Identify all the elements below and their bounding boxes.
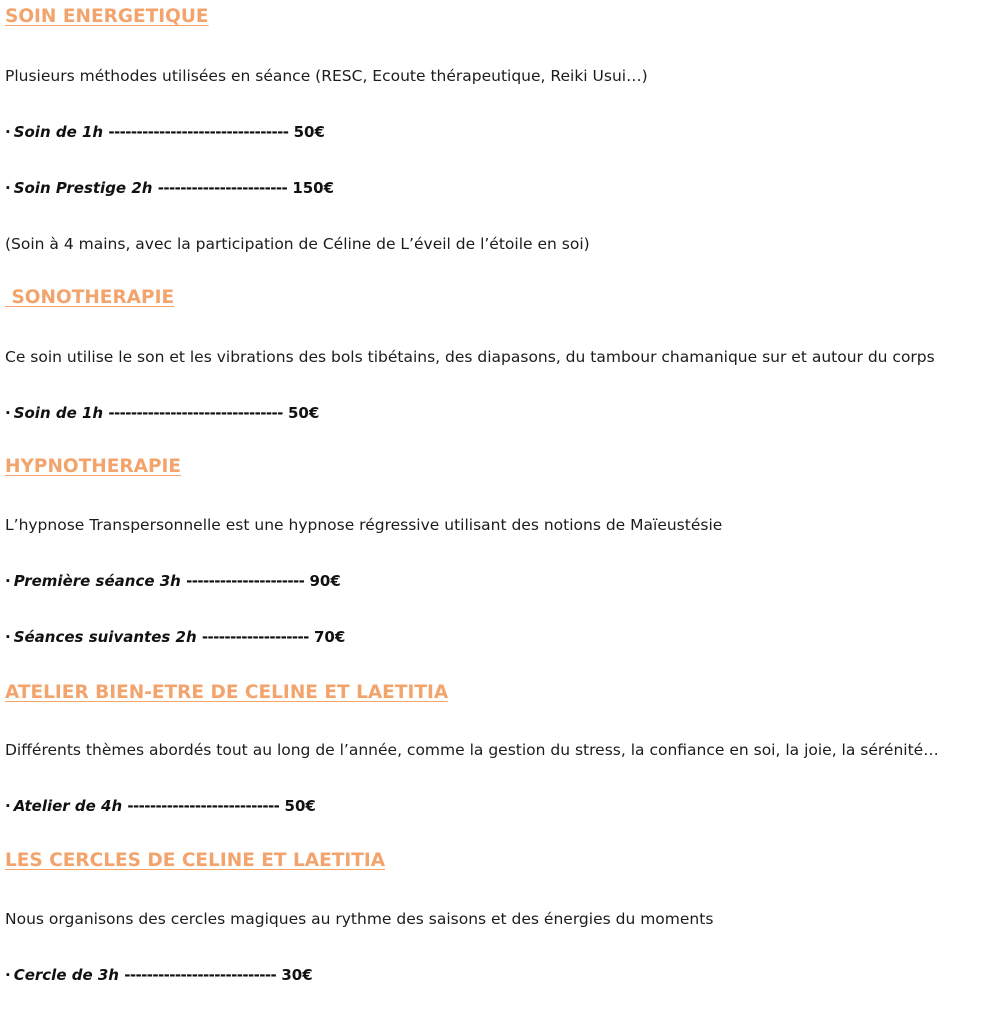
price-amount: 70€ [314,628,346,646]
bullet: · [5,797,11,815]
price-amount: 50€ [284,797,316,815]
price-line-sono-soin-1h [5,402,319,424]
price-line-soin-prestige-2h [5,177,334,199]
price-amount: 90€ [309,572,341,590]
bullet: · [5,404,11,422]
price-amount: 50€ [287,404,320,422]
service-name: Atelier de 4h [13,797,123,815]
price-amount: 50€ [293,123,325,141]
price-line-cercle-3h [5,964,313,986]
price-line-seances-suivantes [5,626,345,648]
price-amount: 30€ [281,966,313,984]
section-title-soin-energetique[interactable]: SOIN ENERGETIQUE [5,6,209,27]
price-line-atelier-4h [5,795,316,817]
section-description-les-cercles: Nous organisons des cercles magiques au rythme des saisons et des énergies du moments [5,910,714,928]
dash-leader: ------------------------------- [108,404,283,422]
service-name: Soin Prestige 2h [13,179,153,197]
service-name: Première séance 3h [13,572,181,590]
section-description-soin-energetique: Plusieurs méthodes utilisées en séance (RESC, Ecoute thérapeutique, Reiki Usui…) [5,67,648,85]
service-name: Soin de 1h [13,123,104,141]
service-name: Soin de 1h [13,404,104,422]
section-description-atelier-bien-etre: Différents thèmes abordés tout au long de l’année, comme la gestion du stress, la confiance en soi, la joie, la sérénité… [5,741,939,759]
section-title-les-cercles[interactable]: LES CERCLES DE CELINE ET LAETITIA [5,850,386,871]
service-name: Cercle de 3h [13,966,119,984]
section-note-soin-energetique: (Soin à 4 mains, avec la participation de Céline de L’éveil de l’étoile en soi) [5,235,590,253]
section-title-atelier-bien-etre[interactable]: ATELIER BIEN-ETRE DE CELINE ET LAETITIA [5,682,449,703]
section-title-sonotherapie[interactable]: SONOTHERAPIE [5,287,175,308]
bullet: · [5,179,11,197]
section-title-hypnotherapie[interactable]: HYPNOTHERAPIE [5,456,182,477]
dash-leader: -------------------------------- [108,123,289,141]
dash-leader: --------------------------- [127,797,280,815]
price-amount: 150€ [292,179,335,197]
price-line-premiere-seance [5,570,341,592]
section-description-sonotherapie: Ce soin utilise le son et les vibrations des bols tibétains, des diapasons, du tambour chamanique sur et autour du corps [5,348,935,366]
dash-leader: ----------------------- [157,179,288,197]
dash-leader: ------------------- [201,628,309,646]
bullet: · [5,572,11,590]
bullet: · [5,628,11,646]
service-name: Séances suivantes 2h [13,628,197,646]
dash-leader: --------------------- [186,572,305,590]
dash-leader: --------------------------- [124,966,277,984]
section-description-hypnotherapie: L’hypnose Transpersonnelle est une hypnose régressive utilisant des notions de Maïeustésie [5,516,723,534]
price-line-soin-1h [5,121,325,143]
bullet: · [5,123,11,141]
bullet: · [5,966,11,984]
